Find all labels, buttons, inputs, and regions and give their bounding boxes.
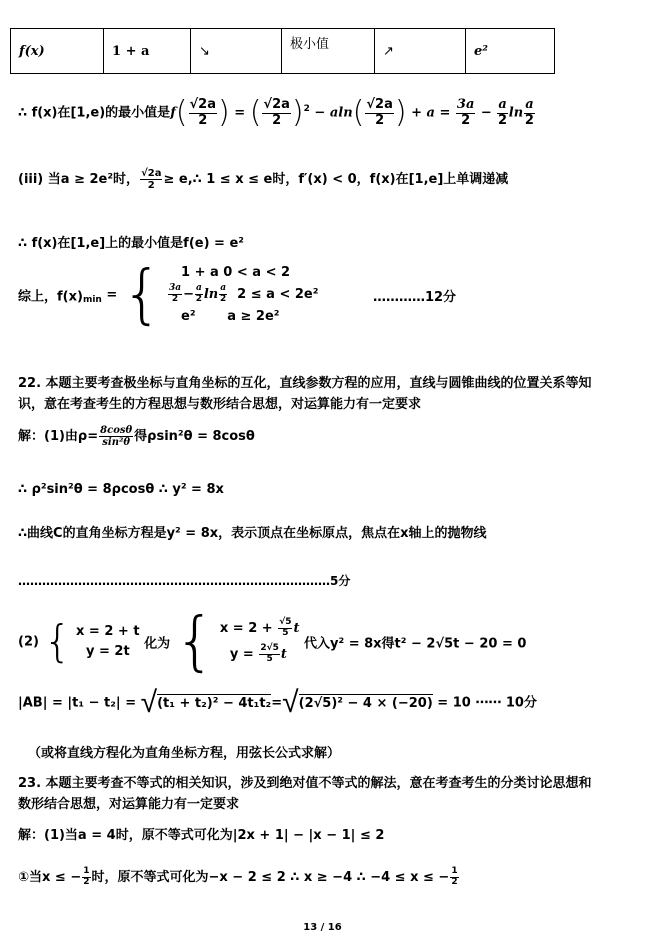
min-at-e-line: ∴ f(x)在[1,e]上的最小值是f(e) = e² (18, 236, 244, 251)
q22-curve-line: ∴曲线C的直角坐标方程是y² = 8x，表示顶点在坐标原点，焦点在x轴上的抛物线 (18, 526, 487, 541)
table-cell-minimum: 极小值 (282, 29, 375, 74)
fraction: $\frac{√2a}{2}$ (263, 97, 290, 128)
min-value-line: ∴ f(x)在[1,e)的最小值是f( $\frac{√2a}{2}$ ) = ( $\frac{√2a}{2}$ )$^2$ − aln( $\frac{√2a}{2}$ ) + a = $\frac{3a}{2}$ − $\frac{a}{2}$ ln $\frac{a}{2}$ (18, 95, 534, 130)
summary-case-2: $\frac{3a}{2}$ − $\frac{a}{2}$ ln $\frac{a}{2}$ 2 ≤ a < 2e² (169, 283, 319, 304)
min-intro: ∴ f(x)在[1,e)的最小值是 (18, 105, 171, 121)
q23-intro-1: 23. 本题主要考查不等式的相关知识，涉及到绝对值不等式的解法，意在考查考生的分类讨论思想和 (18, 776, 592, 791)
table-cell-increasing: ↗ (375, 29, 466, 74)
table-cell-fx: f(x) (11, 29, 104, 74)
page-number: 13 / 16 (303, 922, 342, 933)
monotonicity-table (10, 28, 555, 74)
q23-intro-2: 数形结合思想，对运算能力有一定要求 (18, 797, 240, 812)
q22-ab-line: |AB| = |t₁ − t₂| = √(t₁ + t₂)² − 4t₁t₂=√(2√5)² − 4 × (−20) = 10 ⋯⋯ 10分 (18, 685, 537, 720)
case-iii-line: (iii) 当a ≥ 2e²时， $\frac{√2a}{2}$ ≥ e,∴ 1 ≤ x ≤ e时，f′(x) < 0，f(x)在[1,e]上单调递减 (18, 168, 509, 191)
q22-intro-2: 识，意在考查考生的方程思想与数形结合思想，对运算能力有一定要求 (18, 397, 422, 412)
score-5: ……………………………………………………………………5分 (18, 574, 351, 588)
q23-solution-1: 解：(1)当a = 4时，原不等式可化为|2x + 1| − |x − 1| ≤ 2 (18, 828, 385, 843)
fraction: $\frac{8\cos\theta}{\text{sin²θ}}$ (100, 425, 133, 448)
table-row (11, 29, 555, 74)
fraction: $\frac{a}{2}$ (498, 97, 508, 128)
score-12: …………12分 (372, 289, 457, 305)
fraction: $\frac{√2a}{2}$ (366, 97, 393, 128)
q23-case-1: ①当x ≤ − $\frac{1}{2}$ 时，原不等式可化为−x − 2 ≤ 2 ∴ x ≥ −4 ∴ −4 ≤ x ≤ − $\frac{1}{2}$ (18, 866, 458, 887)
fraction: $\frac{√2a}{2}$ (141, 168, 162, 191)
q22-intro-1: 22. 本题主要考查极坐标与直角坐标的互化，直线参数方程的应用，直线与圆锥曲线的位置关系等知 (18, 376, 592, 391)
table-cell-e2: e² (466, 29, 555, 74)
fraction: $\frac{1}{2}$ (451, 866, 458, 887)
summary-case-3: e² a ≥ 2e² (181, 309, 280, 324)
fraction: $\frac{3a}{2}$ (456, 97, 475, 128)
fraction: $\frac{√2a}{2}$ (189, 97, 216, 128)
q22-rho-line: ∴ ρ²sin²θ = 8ρcosθ ∴ y² = 8x (18, 482, 224, 497)
q22-part2-line: (2) { x = 2 + t y = 2t 化为 { x = 2 + $\frac{√5}{5}$ t y = $\frac{2√5}{5}$ t 代入y² = 8x得t² − 2√5t − 20 = 0 (18, 605, 527, 679)
summary-piecewise: 综上，$f(x)_{min}$ = { 1 + a 0 < a < 2 $\frac{3a}{2}$ − $\frac{a}{2}$ ln $\frac{a}{2}$ 2 ≤ a < 2e² e² a ≥ 2e² …………12分 (18, 258, 457, 332)
table-cell-decreasing: ↘ (191, 29, 282, 74)
summary-case-1: 1 + a 0 < a < 2 (181, 265, 291, 280)
q22-solution-1: 解：(1)由ρ= $\frac{8\cos\theta}{\text{sin²θ}}$ 得ρsin²θ = 8cosθ (18, 425, 255, 448)
fraction: $\frac{a}{2}$ (524, 97, 534, 128)
q22-alt-note: （或将直线方程化为直角坐标方程，用弦长公式求解） (28, 746, 341, 761)
table-cell-value: 1 + a (104, 29, 191, 74)
fraction: $\frac{1}{2}$ (83, 866, 90, 887)
